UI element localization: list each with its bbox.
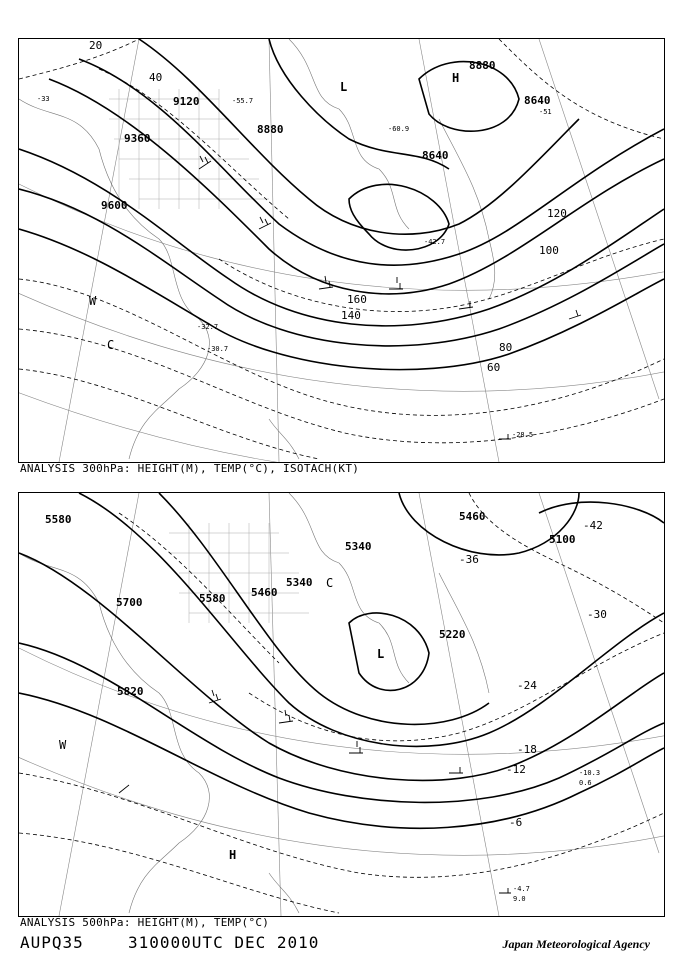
height-label: 5580 [199,592,226,605]
map-panel-300hpa [18,38,665,463]
high-pressure-mark: H [452,71,460,85]
temp-labels [37,95,552,439]
isotherm-label: -36 [459,553,479,566]
height-label: 5340 [286,576,313,589]
isotach-labels [89,39,567,374]
isotach-label: 100 [539,244,559,257]
height-label: 8640 [524,94,551,107]
isotherm-label: -42 [583,519,603,532]
isotherm-label: -30 [587,608,607,621]
height-labels [45,510,576,698]
map-300hpa-svg [19,39,664,462]
temp-label: -42.7 [424,238,446,246]
isotherm-label: -24 [517,679,537,692]
height-label: 5340 [345,540,372,553]
height-label: 5820 [117,685,144,698]
isotach-label: 60 [487,361,501,374]
temp-label: -33 [37,95,50,103]
temp-label: -51 [539,108,552,116]
low-pressure-mark: L [377,647,385,661]
coastlines [19,39,495,459]
warm-mark: W [59,738,67,752]
cold-mark: C [107,338,115,352]
map-panel-500hpa [18,492,665,917]
height-label: 8880 [257,123,284,136]
agency-credit: Japan Meteorological Agency [502,937,650,951]
obs-temp: -10.3 [579,769,601,777]
height-labels [101,59,551,212]
low-pressure-mark: L [340,80,348,94]
isotach-label: 160 [347,293,367,306]
height-label: 5700 [116,596,143,609]
temp-label: -28.5 [512,431,534,439]
height-label: 5460 [251,586,278,599]
obs-dewpoint: 9.0 [513,895,526,903]
temp-label: -30.7 [207,345,229,353]
isotachs [19,39,664,459]
isotherm-label: -6 [509,816,523,829]
chart-id: AUPQ35 [20,933,84,952]
height-label: 5220 [439,628,466,641]
temp-label: -55.7 [232,97,254,105]
high-pressure-mark: H [229,848,237,862]
height-label: 8880 [469,59,496,72]
height-label: 5460 [459,510,486,523]
obs-temp: -4.7 [513,885,530,893]
warm-mark: W [89,294,97,308]
temp-label: -32.7 [197,323,219,331]
height-label: 9120 [173,95,200,108]
caption-300hpa: ANALYSIS 300hPa: HEIGHT(M), TEMP(°C), ISOTACH(KT) [20,462,360,475]
graticule [19,39,664,462]
wind-barbs [199,156,581,439]
caption-500hpa: ANALYSIS 500hPa: HEIGHT(M), TEMP(°C) [20,916,270,929]
coastlines [19,493,489,913]
height-label: 5580 [45,513,72,526]
obs-dewpoint: 0.6 [579,779,592,787]
height-label: 5100 [549,533,576,546]
isotach-label: 80 [499,341,513,354]
graticule [19,493,664,916]
height-label: 9600 [101,199,128,212]
isotach-label: 140 [341,309,361,322]
isotach-label: 20 [89,39,103,52]
hatching [169,523,309,623]
height-label: 9360 [124,132,151,145]
isotach-label: 40 [149,71,163,84]
isotach-label: 120 [547,207,567,220]
cold-mark: C [326,576,334,590]
map-500hpa-svg [19,493,664,916]
valid-time: 310000UTC DEC 2010 [128,933,320,952]
isotherm-label: -18 [517,743,537,756]
isotherm-label: -12 [506,763,526,776]
height-label: 8640 [422,149,449,162]
temp-label: -60.9 [388,125,410,133]
system-marks [89,71,459,352]
